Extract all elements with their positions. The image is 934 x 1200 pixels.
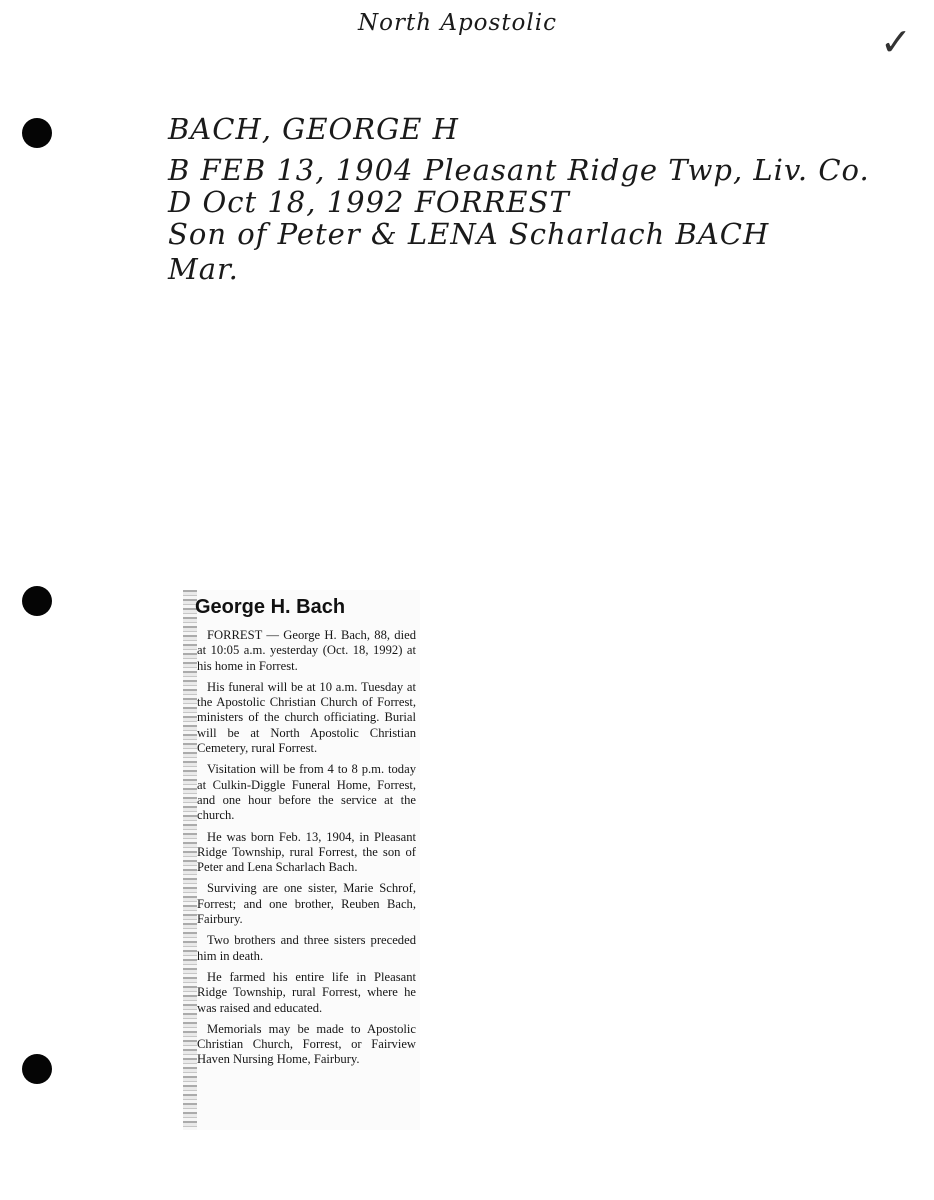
obituary-paragraph: His funeral will be at 10 a.m. Tuesday at the Apostolic Christian Church of Forrest, ministers of the church officiating. Burial will be at North Apostolic Christian Cemetery, rural Forrest.: [197, 679, 416, 756]
header-note: North Apostolic: [358, 10, 557, 36]
obituary-paragraph: Memorials may be made to Apostolic Christian Church, Forrest, or Fairview Haven Nursing Home, Fairbury.: [197, 1021, 416, 1067]
binder-hole-top: [22, 118, 52, 148]
clipping-torn-edge: [183, 590, 197, 1130]
obituary-paragraph: He was born Feb. 13, 1904, in Pleasant Ridge Township, rural Forrest, the son of Peter and Lena Scharlach Bach.: [197, 829, 416, 875]
binder-hole-middle: [22, 586, 52, 616]
binder-hole-bottom: [22, 1054, 52, 1084]
obituary-paragraph: He farmed his entire life in Pleasant Ridge Township, rural Forrest, where he was raised and educated.: [197, 969, 416, 1015]
check-mark-icon: ✓: [880, 20, 913, 64]
note-birth: B FEB 13, 1904 Pleasant Ridge Twp, Liv. Co.: [168, 153, 870, 187]
note-marriage: Mar.: [168, 252, 239, 286]
obituary-clipping: [183, 590, 420, 1130]
obituary-body: [197, 628, 416, 1074]
obituary-title: George H. Bach: [195, 596, 346, 618]
obituary-paragraph: FORREST — George H. Bach, 88, died at 10:05 a.m. yesterday (Oct. 18, 1992) at his home in Forrest.: [197, 628, 416, 673]
note-name: BACH, GEORGE H: [168, 112, 459, 146]
obituary-paragraph: Surviving are one sister, Marie Schrof, Forrest; and one brother, Reuben Bach, Fairbury.: [197, 881, 416, 927]
note-parents: Son of Peter & LENA Scharlach BACH: [168, 217, 770, 251]
obituary-paragraph: Two brothers and three sisters preceded him in death.: [197, 933, 416, 963]
obituary-paragraph: Visitation will be from 4 to 8 p.m. today at Culkin-Diggle Funeral Home, Forrest, and one hour before the service at the church.: [197, 762, 416, 823]
note-death: D Oct 18, 1992 FORREST: [168, 185, 570, 219]
